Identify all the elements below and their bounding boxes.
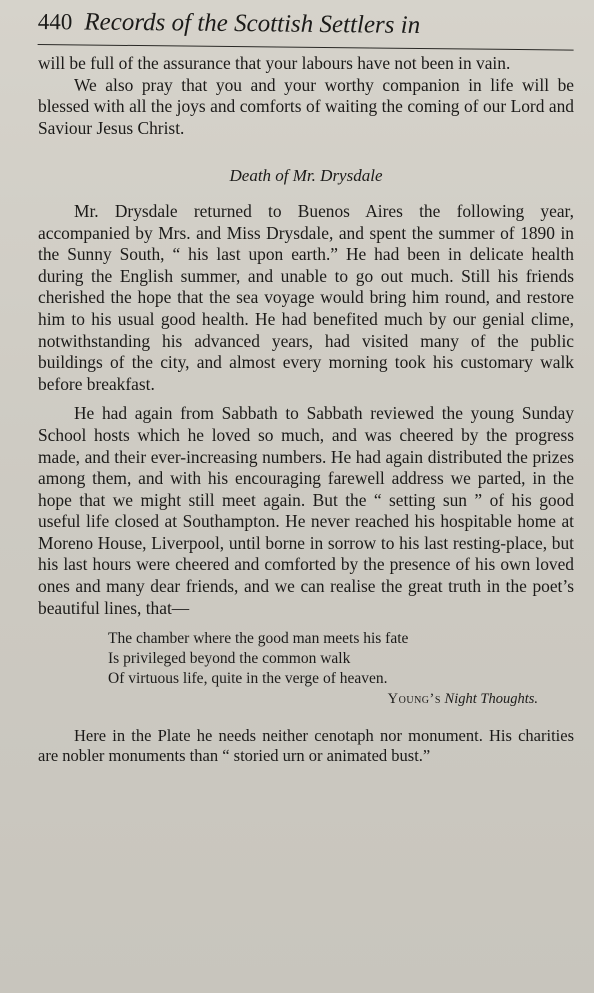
poem-attribution (38, 691, 538, 708)
running-title: Records of the Scottish Settlers in (84, 8, 421, 40)
body-text (38, 53, 574, 619)
paragraph-return: Mr. Drysdale returned to Buenos Aires the following year, accompanied by Mrs. and Miss Drysdale, and spent the summer of 1890 in the Sunny South, “ his last upon earth.” He had been in delicate health during the English summer, and unable to go out much. Still his friends cherished the hope that the sea voyage would bring him round, and restore him to his usual good health. He had benefited much by our genial clime, notwithstanding his advanced years, had visited many of the public buildings of the city, and almost every morning took his customary walk before breakfast. (38, 200, 574, 394)
poem-line: The chamber where the good man meets his fate (108, 630, 409, 648)
page-number: 440 (37, 8, 73, 35)
paragraph-closing: Here in the Plate he needs neither cenotaph nor monument. His charities are nobler monuments than “ storied urn or animated bust.” (38, 726, 574, 766)
poem-line: Of virtuous life, quite in the verge of heaven. (108, 670, 388, 688)
poem-quote (108, 629, 574, 689)
paragraph-continued: will be full of the assurance that your labours have not been in vain. (38, 53, 511, 73)
section-heading: Death of Mr. Drysdale (229, 166, 383, 186)
paragraph-sabbath: He had again from Sabbath to Sabbath reviewed the young Sunday School hosts which he loved so much, and was cheered by the progress made, and their ever-increasing numbers. He had again distributed the prizes among them, and with his encouraging farewell address we parted, in the hope that we might still meet again. But the “ setting sun ” of his good useful life closed at Southampton. He never reached his hospitable home at Moreno House, Liverpool, until borne in sorrow to his last resting-place, but his last hours were cheered and comforted by the presence of his own loved ones and many dear friends, and we can realise the great truth in the poet’s beautiful lines, that— (38, 403, 574, 618)
running-header (38, 8, 574, 51)
poem-author: Young’s (387, 691, 441, 708)
paragraph-prayer: We also pray that you and your worthy companion in life will be blessed with all the joys and comforts of waiting the coming of our Lord and Saviour Jesus Christ. (38, 74, 574, 138)
poem-work: Night Thoughts. (444, 691, 538, 708)
poem-line: Is privileged beyond the common walk (108, 650, 351, 668)
